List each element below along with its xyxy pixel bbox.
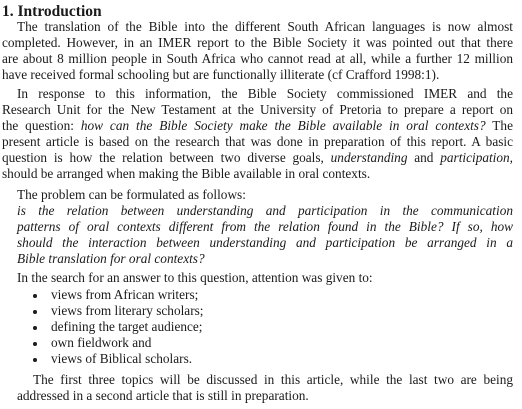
bullet-dot (33, 310, 37, 314)
quote-line-2: patterns of oral contexts different from the relation found in the Bible? If so, how (17, 219, 513, 234)
list-item: defining the target audience; (51, 319, 203, 334)
paragraph-2-line-1: In response to this information, the Bible Society commissioned IMER and the (17, 86, 513, 101)
text-run: The (485, 118, 513, 133)
paragraph-5-line-2: addressed in a second article that is still in preparation. (17, 388, 309, 403)
paragraph-1-line-3: are about 8 million people in South Africa who cannot read at all, while a further 12 million (2, 51, 513, 66)
paragraph-5-line-1: The first three topics will be discussed in this article, while the last two are being (33, 372, 513, 387)
list-item: own fieldwork and (51, 335, 152, 350)
bullet-dot (33, 326, 37, 330)
paragraph-3-intro: The problem can be formulated as follows: (17, 187, 246, 202)
paragraph-2-line-6: should be arranged when making the Bible available in oral contexts. (2, 166, 371, 181)
list-item: views from literary scholars; (51, 303, 204, 318)
paragraph-1-line-4: have received formal schooling but are functionally illiterate (cf Crafford 1998:1). (2, 67, 440, 82)
text-run: and (407, 150, 441, 165)
quote-line-3: should the interaction between understanding and participation be arranged in a (17, 235, 513, 250)
paragraph-2-line-5 (2, 150, 513, 166)
paragraph-2-line-3 (2, 118, 513, 134)
paragraph-1-line-1: The translation of the Bible into the different South African languages is now almost (17, 19, 513, 34)
bullet-dot (33, 294, 37, 298)
bullet-dot (33, 358, 37, 362)
italic-term-participation: participation, (440, 150, 513, 165)
italic-question: how can the Bible Society make the Bible available in oral contexts? (80, 118, 486, 133)
paragraph-2-line-2: Research Unit for the New Testament at the University of Pretoria to prepare a report on (2, 102, 513, 117)
text-run: question is how the relation between two diverse goals, (2, 150, 331, 165)
section-heading: 1. Introduction (2, 3, 102, 20)
quote-line-4: Bible translation for oral contexts? (17, 251, 205, 266)
paragraph-1-line-2: completed. However, in an IMER report to the Bible Society it was pointed out that there (2, 35, 513, 50)
list-item: views of Biblical scholars. (51, 351, 193, 366)
list-item: views from African writers; (51, 287, 199, 302)
quote-line-1: is the relation between understanding and participation in the communication (17, 203, 513, 218)
paragraph-2-line-4: present article is based on the research that was done in preparation of this report. A basic (2, 134, 513, 149)
bullet-dot (33, 342, 37, 346)
paragraph-4-intro: In the search for an answer to this question, attention was given to: (17, 270, 373, 285)
text-run: the question: (2, 118, 81, 133)
italic-term-understanding: understanding (330, 150, 408, 165)
